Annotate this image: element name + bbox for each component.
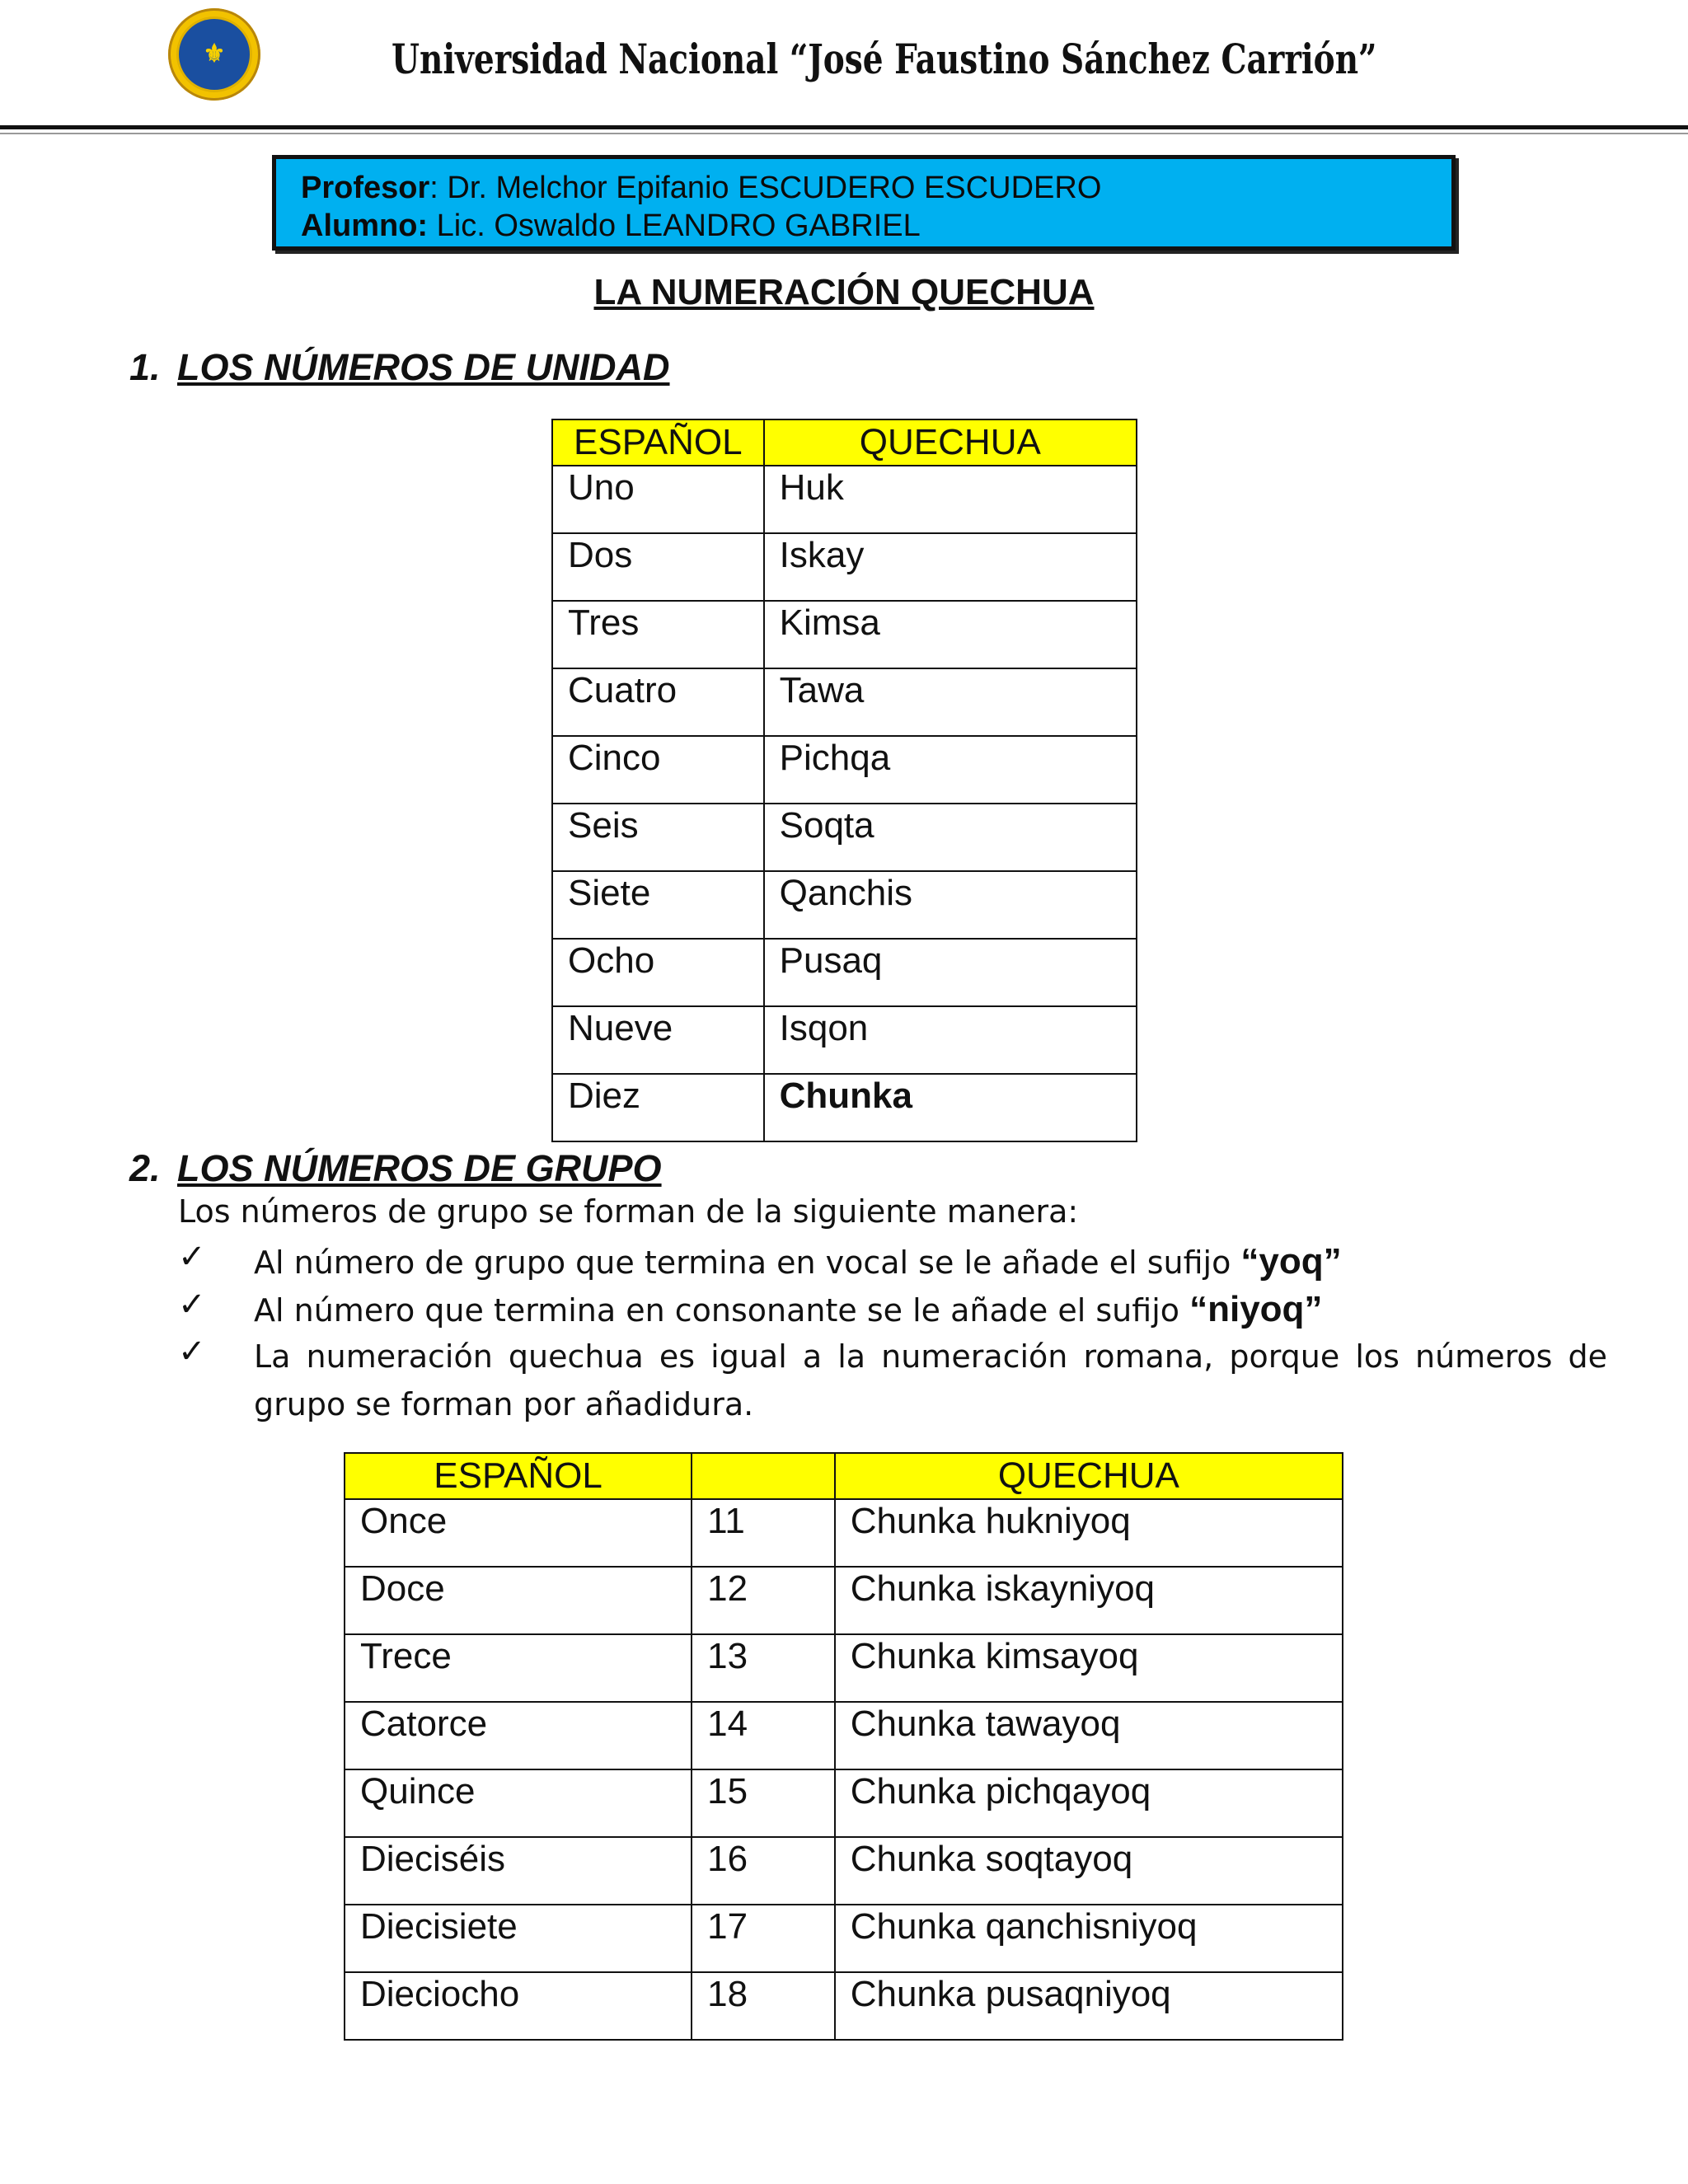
table-row bbox=[552, 466, 1137, 533]
table-row bbox=[345, 1567, 1343, 1634]
bullet-3: La numeración quechua es igual a la numeración romana, porque los números de grupo se forman por añadidura. bbox=[254, 1338, 1607, 1422]
table-cell: Chunka pichqayoq bbox=[835, 1769, 1343, 1837]
table-cell: Ocho bbox=[552, 939, 764, 1006]
table-row bbox=[345, 1499, 1343, 1567]
info-box bbox=[272, 155, 1456, 251]
table-cell: Diez bbox=[552, 1074, 764, 1141]
table-cell: Soqta bbox=[764, 804, 1137, 871]
section2-heading bbox=[129, 1147, 662, 1190]
table-cell: 12 bbox=[692, 1567, 835, 1634]
table-cell: Qanchis bbox=[764, 871, 1137, 939]
table-cell: Chunka qanchisniyoq bbox=[835, 1905, 1343, 1972]
table-row bbox=[345, 1769, 1343, 1837]
table-cell: Siete bbox=[552, 871, 764, 939]
table-cell: 18 bbox=[692, 1972, 835, 2040]
table-cell: Uno bbox=[552, 466, 764, 533]
table-cell: Iskay bbox=[764, 533, 1137, 601]
table-cell: Chunka pusaqniyoq bbox=[835, 1972, 1343, 2040]
bullet-2-suffix: “niyoq” bbox=[1189, 1289, 1323, 1329]
table-cell: 11 bbox=[692, 1499, 835, 1567]
table-cell: Chunka iskayniyoq bbox=[835, 1567, 1343, 1634]
document-title: LA NUMERACIÓN QUECHUA bbox=[593, 272, 1095, 312]
bullet-2-text: Al número que termina en consonante se le añade el sufijo bbox=[254, 1292, 1190, 1329]
table-cell: Pusaq bbox=[764, 939, 1137, 1006]
table-row bbox=[552, 1006, 1137, 1074]
university-seal-icon: ⚜ bbox=[168, 8, 260, 101]
table-row bbox=[345, 1972, 1343, 2040]
table-cell: Tres bbox=[552, 601, 764, 668]
table-cell: 14 bbox=[692, 1702, 835, 1769]
header-quechua: QUECHUA bbox=[835, 1453, 1343, 1499]
table-row bbox=[345, 1905, 1343, 1972]
table-cell: Seis bbox=[552, 804, 764, 871]
alumno-label: Alumno: bbox=[301, 209, 429, 243]
table-cell: 16 bbox=[692, 1837, 835, 1905]
table-header-row bbox=[345, 1453, 1343, 1499]
checkmark-icon: ✓ bbox=[178, 1239, 206, 1275]
header-rule bbox=[0, 125, 1688, 129]
profesor-label: Profesor bbox=[301, 171, 430, 205]
bullet-1-text: Al número de grupo que termina en vocal se le añade el sufijo bbox=[254, 1244, 1241, 1281]
table-cell: 15 bbox=[692, 1769, 835, 1837]
table-row bbox=[345, 1634, 1343, 1702]
bullet-1 bbox=[254, 1238, 1607, 1286]
bullet-1-suffix: “yoq” bbox=[1240, 1241, 1342, 1282]
table-row bbox=[552, 1074, 1137, 1141]
table-cell: Chunka bbox=[764, 1074, 1137, 1141]
header-espanol: ESPAÑOL bbox=[552, 419, 764, 466]
section1-title: LOS NÚMEROS DE UNIDAD bbox=[177, 346, 670, 388]
table-cell: Doce bbox=[345, 1567, 692, 1634]
profesor-line bbox=[301, 171, 1101, 206]
section1-heading bbox=[129, 346, 670, 389]
header-rule-thin bbox=[0, 133, 1688, 134]
section2-intro: Los números de grupo se forman de la siguiente manera: bbox=[178, 1193, 1079, 1230]
table-row bbox=[552, 533, 1137, 601]
table-row bbox=[345, 1837, 1343, 1905]
alumno-line bbox=[301, 209, 921, 244]
table-cell: Chunka tawayoq bbox=[835, 1702, 1343, 1769]
section2-title: LOS NÚMEROS DE GRUPO bbox=[177, 1147, 662, 1189]
table-cell: Tawa bbox=[764, 668, 1137, 736]
table-row bbox=[552, 601, 1137, 668]
group-table bbox=[344, 1452, 1343, 2041]
table-cell: Quince bbox=[345, 1769, 692, 1837]
table-row bbox=[552, 668, 1137, 736]
table-row bbox=[552, 804, 1137, 871]
table-cell: Dieciséis bbox=[345, 1837, 692, 1905]
university-title: Universidad Nacional “José Faustino Sánchez Carrión” bbox=[392, 35, 1377, 83]
table-cell: Chunka soqtayoq bbox=[835, 1837, 1343, 1905]
table-cell: Chunka hukniyoq bbox=[835, 1499, 1343, 1567]
checkmark-icon: ✓ bbox=[178, 1333, 206, 1370]
table-row bbox=[345, 1702, 1343, 1769]
table-cell: Catorce bbox=[345, 1702, 692, 1769]
table-cell: Huk bbox=[764, 466, 1137, 533]
header-espanol: ESPAÑOL bbox=[345, 1453, 692, 1499]
table-cell: Kimsa bbox=[764, 601, 1137, 668]
bullet-2 bbox=[254, 1286, 1607, 1334]
table-cell: 13 bbox=[692, 1634, 835, 1702]
section2-number: 2. bbox=[129, 1147, 161, 1189]
checkmark-icon: ✓ bbox=[178, 1286, 206, 1323]
table-cell: Nueve bbox=[552, 1006, 764, 1074]
profesor-value: : Dr. Melchor Epifanio ESCUDERO ESCUDERO bbox=[429, 171, 1102, 205]
table-cell: Diecisiete bbox=[345, 1905, 692, 1972]
section1-number: 1. bbox=[129, 346, 161, 388]
table-cell: Isqon bbox=[764, 1006, 1137, 1074]
table-row bbox=[552, 939, 1137, 1006]
table-row bbox=[552, 736, 1137, 804]
table-cell: Dos bbox=[552, 533, 764, 601]
table-cell: Cuatro bbox=[552, 668, 764, 736]
header-number bbox=[692, 1453, 835, 1499]
table-cell: Chunka kimsayoq bbox=[835, 1634, 1343, 1702]
table-header-row bbox=[552, 419, 1137, 466]
units-table bbox=[551, 419, 1137, 1142]
alumno-value: Lic. Oswaldo LEANDRO GABRIEL bbox=[428, 209, 921, 243]
page-header bbox=[0, 0, 1688, 136]
table-cell: Trece bbox=[345, 1634, 692, 1702]
table-cell: Dieciocho bbox=[345, 1972, 692, 2040]
table-cell: Cinco bbox=[552, 736, 764, 804]
table-row bbox=[552, 871, 1137, 939]
table-cell: 17 bbox=[692, 1905, 835, 1972]
table-cell: Once bbox=[345, 1499, 692, 1567]
header-quechua: QUECHUA bbox=[764, 419, 1137, 466]
table-cell: Pichqa bbox=[764, 736, 1137, 804]
